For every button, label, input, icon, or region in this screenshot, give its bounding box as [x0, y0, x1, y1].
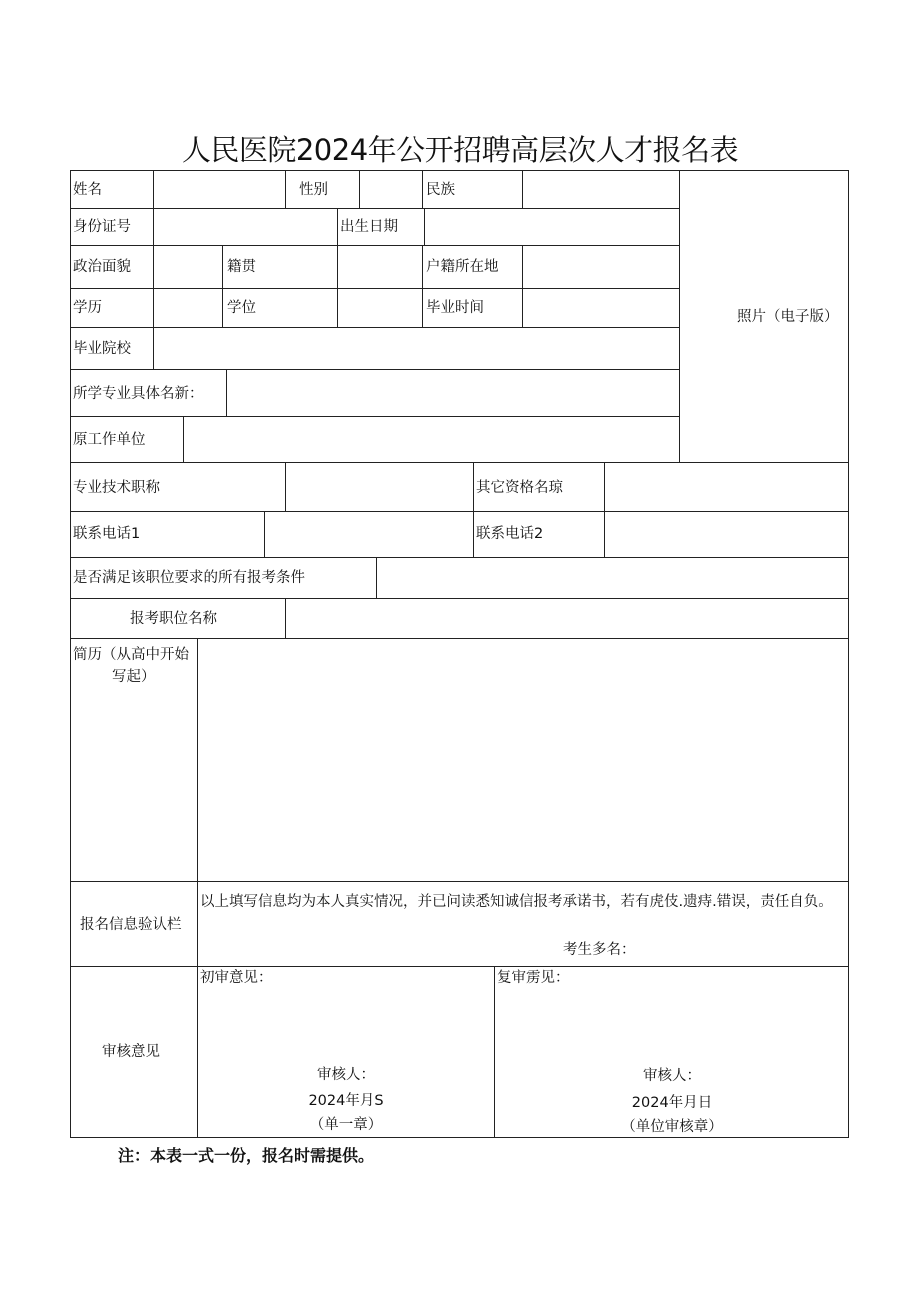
ethnicity-label: 民族: [426, 182, 455, 198]
native-place-label: 籍贯: [227, 259, 256, 275]
second-reviewer-label: 审核人：: [643, 1068, 701, 1084]
row-divider: [70, 557, 849, 558]
resume-label-line2: 写起）: [112, 669, 156, 685]
footer-note: 注：本表一式一份，报名时需提供。: [118, 1146, 375, 1165]
col-divider: [422, 170, 423, 209]
other-qualification-label: 其它资格名琼: [476, 480, 563, 496]
gender-label: 性别: [299, 182, 328, 198]
first-review-heading: 初审意见：: [200, 970, 273, 986]
first-review-seal: （单一章）: [309, 1117, 383, 1133]
col-divider: [522, 170, 523, 209]
row-divider: [70, 638, 849, 639]
graduation-time-label: 毕业时间: [426, 300, 484, 316]
col-divider: [285, 170, 286, 209]
review-opinion-label: 审核意见: [102, 1044, 160, 1060]
birth-date-label: 出生日期: [340, 219, 398, 235]
name-label: 姓名: [73, 182, 102, 198]
candidate-signature-label: 考生多名：: [563, 942, 636, 958]
col-divider: [359, 170, 360, 209]
col-divider: [285, 598, 286, 639]
resume-label-line1: 简历（从高中开始: [73, 647, 189, 663]
phone2-label: 联系电话2: [476, 526, 544, 542]
col-divider: [473, 462, 474, 558]
col-divider: [197, 638, 198, 1138]
first-reviewer-label: 审核人：: [317, 1067, 375, 1083]
first-review-date: 2024年月S: [308, 1093, 384, 1109]
col-divider: [376, 557, 377, 599]
col-divider: [604, 462, 605, 558]
col-divider: [285, 462, 286, 512]
household-location-label: 户籍所在地: [426, 259, 499, 275]
major-label: 所学专业具体名新：: [73, 386, 204, 402]
verification-label: 报名信息验认栏: [80, 917, 182, 933]
phone1-label: 联系电话1: [73, 526, 141, 542]
col-divider: [424, 208, 425, 246]
id-number-label: 身份证号: [73, 219, 131, 235]
photo-placeholder-label: 照片（电子版）: [737, 309, 839, 325]
professional-title-label: 专业技术职称: [73, 480, 160, 496]
former-employer-label: 原工作单位: [73, 432, 146, 448]
row-divider: [70, 598, 849, 599]
col-divider: [153, 170, 154, 328]
school-label: 毕业院校: [73, 341, 131, 357]
row-divider: [70, 245, 680, 246]
row-divider: [70, 208, 680, 209]
second-review-seal: （单位审核章）: [621, 1119, 723, 1135]
degree-label: 学位: [227, 300, 256, 316]
row-divider: [70, 511, 849, 512]
col-divider: [264, 511, 265, 558]
photo-column-divider: [679, 170, 680, 463]
col-divider: [337, 245, 338, 328]
col-divider: [422, 245, 423, 328]
col-divider: [522, 245, 523, 328]
row-divider: [70, 881, 849, 882]
col-divider: [337, 208, 338, 246]
second-review-date: 2024年月日: [631, 1095, 713, 1111]
education-label: 学历: [73, 300, 102, 316]
col-divider: [222, 245, 223, 328]
row-divider: [70, 327, 680, 328]
col-divider: [183, 416, 184, 463]
col-divider: [153, 327, 154, 370]
declaration-text: 以上填写信息均为本人真实情况，并已问读悉知诚信报考承诺书，若有虎伎.遗痔.错误，责任自负。: [200, 894, 833, 910]
row-divider: [70, 369, 680, 370]
row-divider: [70, 288, 680, 289]
meets-requirements-label: 是否满足该职位要求的所有报考条件: [73, 570, 305, 586]
political-status-label: 政治面貌: [73, 259, 131, 275]
col-divider: [226, 369, 227, 417]
second-review-heading: 复审雳见：: [497, 970, 570, 986]
position-name-label: 报考职位名称: [130, 611, 217, 627]
row-divider: [70, 462, 849, 463]
row-divider: [70, 416, 680, 417]
row-divider: [70, 966, 849, 967]
form-title: 人民医院2024年公开招聘高层次人才报名表: [181, 133, 739, 167]
